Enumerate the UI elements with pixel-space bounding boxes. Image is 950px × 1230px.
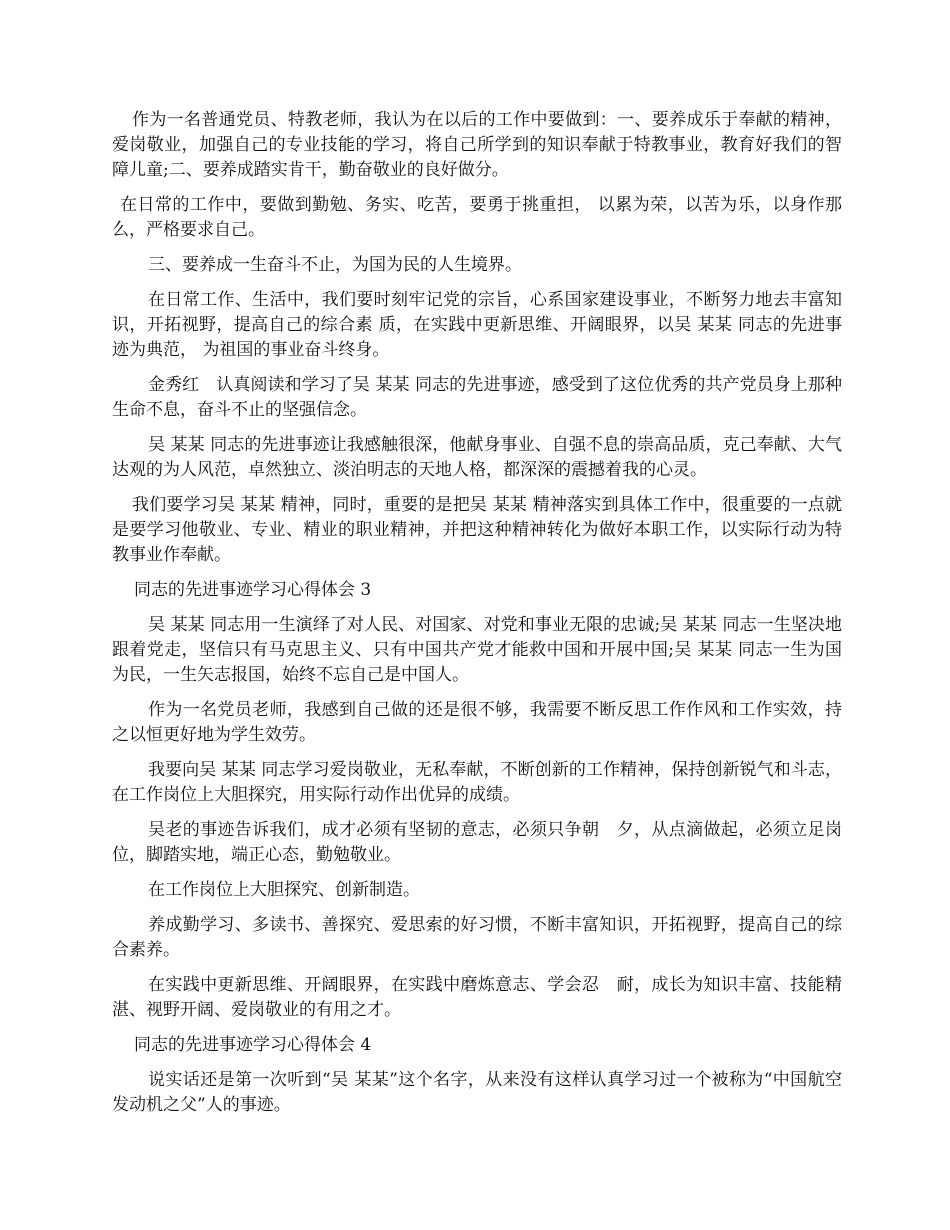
paragraph-13: 养成勤学习、多读书、善探究、爱思索的好习惯，不断丰富知识，开拓视野，提高自己的综合素养。 — [112, 915, 842, 960]
paragraph-11: 吴老的事迹告诉我们，成才必须有坚韧的意志，必须只争朝 夕，从点滴做起，必须立足岗位，脚踏实地，端正心态，勤勉敬业。 — [112, 820, 842, 865]
section-heading-4: 同志的先进事迹学习心得体会 4 — [134, 1035, 372, 1055]
paragraph-9: 作为一名党员老师，我感到自己做的还是很不够，我需要不断反思工作作风和工作实效，持之以恒更好地为学生效劳。 — [112, 700, 842, 745]
paragraph-6: 吴 某某 同志的先进事迹让我感触很深，他献身事业、自强不息的崇高品质，克己奉献、大气达观的为人风范，卓然独立、淡泊明志的天地人格，都深深的震撼着我的心灵。 — [112, 435, 842, 480]
section-heading-3: 同志的先进事迹学习心得体会 3 — [134, 580, 372, 600]
paragraph-15: 说实话还是第一次听到“吴 某某”这个名字，从来没有这样认真学习过一个被称为“中国航空发动机之父”人的事迹。 — [112, 1070, 842, 1115]
paragraph-5: 金秀红 认真阅读和学习了吴 某某 同志的先进事迹，感受到了这位优秀的共产党员身上那种生命不息，奋斗不止的坚强信念。 — [112, 375, 842, 420]
paragraph-12: 在工作岗位上大胆探究、创新制造。 — [148, 880, 420, 900]
document-body — [112, 108, 842, 1128]
paragraph-4: 在日常工作、生活中，我们要时刻牢记党的宗旨，心系国家建设事业，不断努力地去丰富知识，开拓视野，提高自己的综合素 质，在实践中更新思维、开阔眼界，以吴 某某 同志的先进事迹为典范， 为祖国的事业奋斗终身。 — [112, 290, 842, 360]
paragraph-10: 我要向吴 某某 同志学习爱岗敬业，无私奉献，不断创新的工作精神，保持创新锐气和斗志，在工作岗位上大胆探究，用实际行动作出优异的成绩。 — [112, 760, 842, 805]
paragraph-2: 在日常的工作中，要做到勤勉、务实、吃苦，要勇于挑重担， 以累为荣，以苦为乐，以身作那么，严格要求自己。 — [112, 195, 842, 240]
paragraph-8: 吴 某某 同志用一生演绎了对人民、对国家、对党和事业无限的忠诚;吴 某某 同志一生坚决地跟着党走，坚信只有马克思主义、只有中国共产党才能救中国和开展中国;吴 某某 同志一生为国为民，一生矢志报国，始终不忘自己是中国人。 — [112, 615, 842, 685]
paragraph-3: 三、要养成一生奋斗不止，为国为民的人生境界。 — [148, 255, 522, 275]
paragraph-7: 我们要学习吴 某某 精神，同时，重要的是把吴 某某 精神落实到具体工作中，很重要的一点就是要学习他敬业、专业、精业的职业精神，并把这种精神转化为做好本职工作，以实际行动为特教事业作奉献。 — [112, 495, 842, 565]
paragraph-1: 作为一名普通党员、特教老师，我认为在以后的工作中要做到：一、要养成乐于奉献的精神，爱岗敬业，加强自己的专业技能的学习，将自己所学到的知识奉献于特教事业，教育好我们的智障儿童;二、要养成踏实肯干，勤奋敬业的良好做分。 — [112, 110, 842, 180]
paragraph-14: 在实践中更新思维、开阔眼界，在实践中磨炼意志、学会忍 耐，成长为知识丰富、技能精湛、视野开阔、爱岗敬业的有用之才。 — [112, 975, 842, 1020]
